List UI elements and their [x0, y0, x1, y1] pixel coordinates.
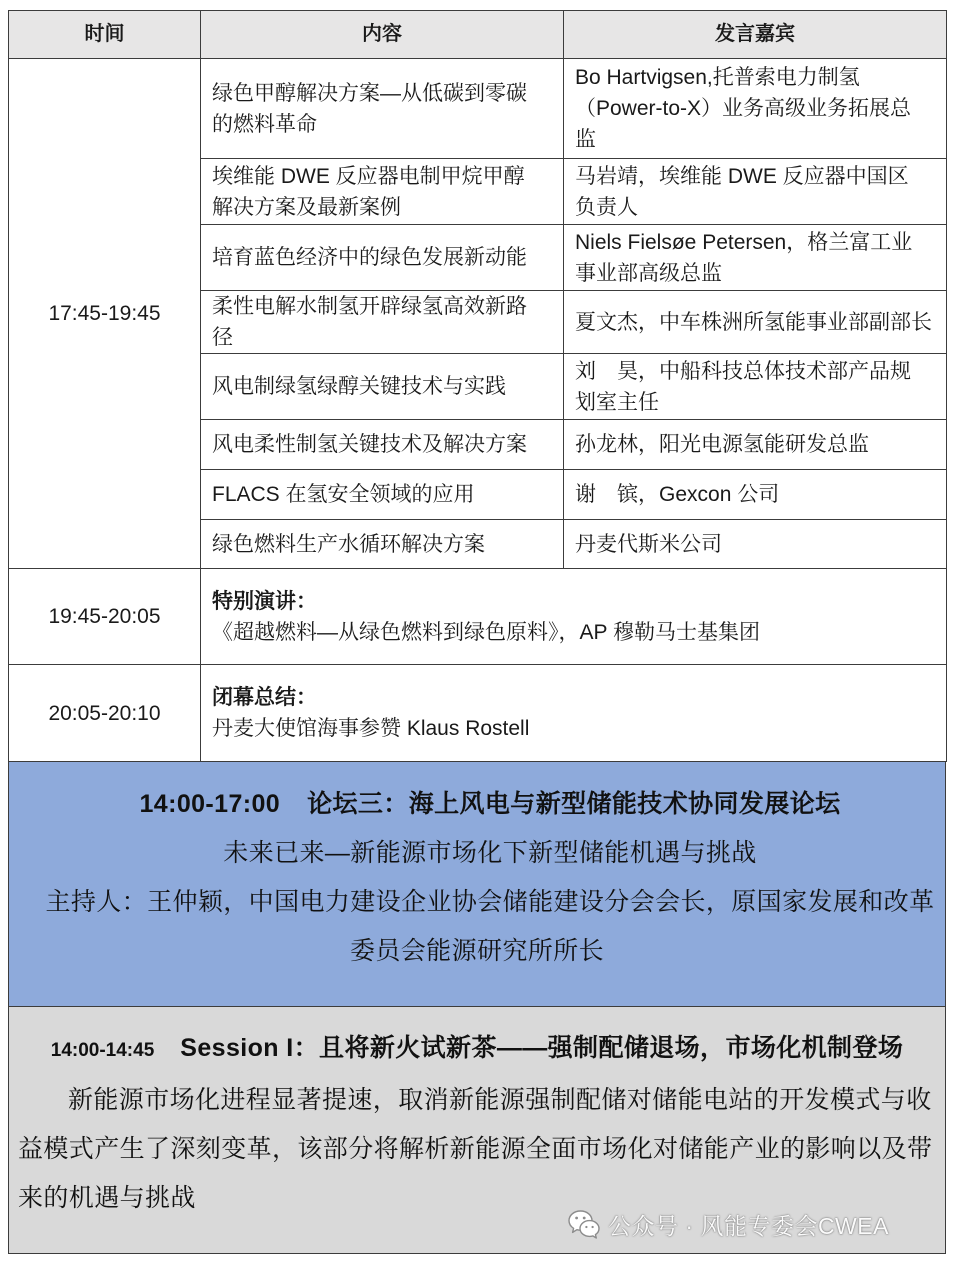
- speaker-line: （Power-to-X）业务高级业务拓展总: [575, 97, 912, 120]
- schedule-table: [8, 10, 947, 762]
- closing-text: 丹麦大使馆海事参赞 Klaus Rostell: [212, 717, 530, 740]
- speaker-line: 孙龙林，阳光电源氢能研发总监: [575, 433, 869, 456]
- session1-title: Session I：且将新火试新茶——强制配储退场，市场化机制登场: [180, 1034, 904, 1062]
- speaker-line: Bo Hartvigsen,托普索电力制氢: [575, 66, 860, 89]
- topic-cell: [201, 354, 564, 420]
- speaker-cell: [564, 291, 947, 354]
- session1-section: [8, 1007, 946, 1254]
- speaker-cell: [564, 225, 947, 291]
- session1-heading: [9, 1024, 945, 1076]
- special-talk-cell: [201, 569, 947, 665]
- header-content: 内容: [201, 11, 564, 59]
- time-cell: 19:45-20:05: [9, 569, 201, 665]
- forum3-host-line: 主持人：王仲颖，中国电力建设企业协会储能建设分会会长，原国家发展和改革: [45, 888, 935, 916]
- topic-cell: [201, 291, 564, 354]
- speaker-line: 负责人: [575, 195, 638, 219]
- forum3-host-line: 委员会能源研究所所长: [349, 937, 604, 965]
- topic-line: 风电柔性制氢关键技术及解决方案: [212, 433, 527, 456]
- speaker-line: 监: [575, 128, 596, 151]
- session1-description-line: 来的机遇与挑战: [18, 1184, 196, 1212]
- wechat-icon: [568, 1209, 600, 1240]
- forum3-banner: [8, 762, 946, 1007]
- header-time: 时间: [9, 11, 201, 59]
- topic-line: 埃维能 DWE 反应器电制甲烷甲醇: [212, 164, 525, 188]
- forum3-title: 论坛三：海上风电与新型储能技术协同发展论坛: [307, 790, 841, 818]
- special-talk-row: [9, 569, 947, 665]
- closing-cell: [201, 665, 947, 762]
- topic-line: FLACS 在氢安全领域的应用: [212, 483, 475, 506]
- speaker-line: 丹麦代斯米公司: [575, 532, 722, 556]
- topic-line: 的燃料革命: [212, 112, 317, 136]
- watermark-text: 公众号 · 风能专委会CWEA: [608, 1213, 889, 1239]
- session1-description-line: 益模式产生了深刻变革，该部分将解析新能源全面市场化对储能产业的影响以及带: [18, 1135, 933, 1163]
- table-header-row: [9, 11, 947, 59]
- speaker-line: 马岩靖，埃维能 DWE 反应器中国区: [575, 164, 909, 188]
- special-talk-text: 《超越燃料—从绿色燃料到绿色原料》，AP 穆勒马士基集团: [212, 620, 760, 644]
- header-speaker: 发言嘉宾: [564, 11, 947, 59]
- speaker-cell: [564, 520, 947, 569]
- session1-time: 14:00-14:45: [50, 1040, 155, 1061]
- speaker-line: Niels Fielsøe Petersen，格兰富工业: [575, 230, 913, 254]
- speaker-cell: [564, 354, 947, 420]
- topic-line: 风电制绿氢绿醇关键技术与实践: [212, 375, 506, 398]
- topic-line: 径: [212, 326, 233, 349]
- speaker-line: 刘 昊，中船科技总体技术部产品规: [575, 359, 911, 383]
- speaker-line: 划室主任: [575, 390, 659, 414]
- forum3-subtitle: 未来已来—新能源市场化下新型储能机遇与挑战: [223, 839, 757, 867]
- speaker-line: 谢 镔，Gexcon 公司: [575, 483, 780, 506]
- speaker-line: 事业部高级总监: [575, 261, 722, 285]
- closing-label: 闭幕总结：: [212, 686, 317, 709]
- forum3-heading: [9, 780, 945, 829]
- topic-line: 绿色甲醇解决方案—从低碳到零碳: [212, 81, 527, 105]
- topic-line: 柔性电解水制氢开辟绿氢高效新路: [212, 295, 527, 318]
- speaker-cell: [564, 420, 947, 470]
- topic-cell: [201, 59, 564, 159]
- forum3-time: 14:00-17:00: [139, 790, 281, 818]
- topic-cell: [201, 420, 564, 470]
- time-cell: 17:45-19:45: [9, 59, 201, 569]
- topic-cell: [201, 520, 564, 569]
- table-row: [9, 59, 947, 159]
- closing-row: [9, 665, 947, 762]
- topic-cell: [201, 470, 564, 520]
- topic-line: 绿色燃料生产水循环解决方案: [212, 532, 485, 556]
- speaker-line: 夏文杰，中车株洲所氢能事业部副部长: [575, 310, 932, 334]
- schedule-page: [8, 10, 946, 1254]
- special-talk-label: 特别演讲：: [212, 589, 317, 613]
- session1-description-line: 新能源市场化进程显著提速，取消新能源强制配储对储能电站的开发模式与收: [68, 1086, 932, 1114]
- speaker-cell: [564, 159, 947, 225]
- topic-cell: [201, 159, 564, 225]
- topic-line: 培育蓝色经济中的绿色发展新动能: [212, 246, 527, 269]
- speaker-cell: [564, 470, 947, 520]
- topic-line: 解决方案及最新案例: [212, 195, 401, 219]
- time-cell: 20:05-20:10: [9, 665, 201, 762]
- watermark: [568, 1209, 889, 1240]
- topic-cell: [201, 225, 564, 291]
- speaker-cell: [564, 59, 947, 159]
